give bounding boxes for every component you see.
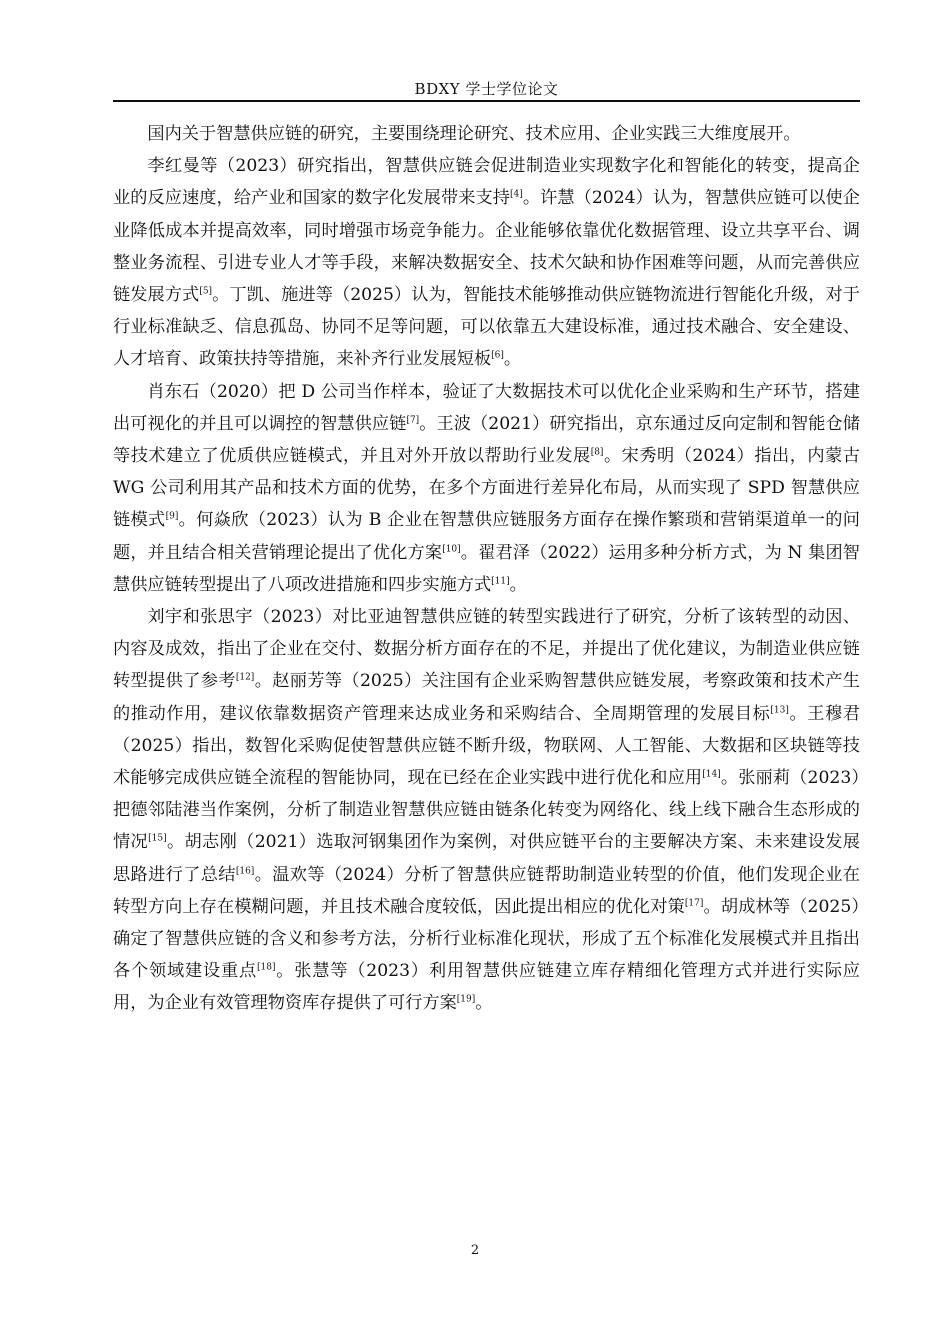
text-run: 。许慧（2024）认为，智慧供应链可以使企业降低成本并提高效率，同时增强市场竞争能力。企业能够依靠优化数据管理、设立共享平台、调整业务流程、引进专业人才等手段，来解决数据安全、技术欠缺和协作困难等问题，从而完善供应链发展方式 — [113, 188, 860, 306]
text-run: 。赵丽芳等（2025）关注国有企业采购智慧供应链发展，考察政策和技术产生的推动作用，建议依靠数据资产管理来达成业务和采购结合、全周期管理的发展目标 — [113, 671, 860, 724]
citation-ref: [6] — [491, 350, 504, 361]
text-run: 。 — [509, 574, 527, 595]
paragraph — [113, 118, 860, 150]
citation-ref: [15] — [148, 833, 167, 844]
paragraph — [113, 150, 860, 375]
text-run: 。张慧等（2023）利用智慧供应链建立库存精细化管理方式并进行实际应用，为企业有效管理物资库存提供了可行方案 — [113, 961, 860, 1014]
citation-ref: [12] — [235, 672, 255, 683]
text-run: 。 — [503, 349, 522, 370]
header-rule — [113, 100, 860, 102]
text-run: 。温欢等（2024）分析了智慧供应链帮助制造业转型的价值，他们发现企业在转型方向上存在模糊问题，并且技术融合度较低，因此提出相应的优化对策 — [113, 864, 860, 917]
citation-ref: [5] — [199, 286, 213, 297]
text-run: 。王波（2021）研究指出，京东通过反向定制和智能仓储等技术建立了优质供应链模式，并且对外开放以帮助行业发展 — [113, 413, 860, 467]
citation-ref: [18] — [257, 962, 276, 973]
text-run: 李红曼等（2023）研究指出，智慧供应链会促进制造业实现数字化和智能化的转变，提高企业的反应速度，给产业和国家的数字化发展带来支持 — [113, 156, 860, 209]
text-run: 国内关于智慧供应链的研究，主要围绕理论研究、技术应用、企业实践三大维度展开。 — [147, 124, 801, 144]
running-header: BDXY 学士学位论文 — [414, 80, 559, 98]
text-run: 。翟君泽（2022）运用多种分析方式，为 N 集团智慧供应链转型提出了八项改进措施和四步实施方式 — [113, 542, 860, 595]
citation-ref: [11] — [491, 576, 510, 587]
text-run: 。何焱欣（2023）认为 B 企业在智慧供应链服务方面存在操作繁琐和营销渠道单一的问题，并且结合相关营销理论提出了优化方案 — [113, 510, 860, 563]
text-run: 。张丽莉（2023）把德邻陆港当作案例，分析了制造业智慧供应链由链条化转变为网络化、线上线下融合生态形成的情况 — [113, 768, 860, 853]
page-number: 2 — [470, 1243, 480, 1258]
paragraph — [113, 601, 860, 1020]
text-run: 。宋秀明（2024）指出，内蒙古 WG 公司利用其产品和技术方面的优势，在多个方面进行差异化布局，从而实现了 SPD 智慧供应链模式 — [113, 446, 860, 531]
citation-ref: [13] — [770, 704, 789, 715]
citation-ref: [7] — [406, 415, 420, 426]
citation-ref: [17] — [684, 898, 704, 909]
text-run: 。王穆君（2025）指出，数智化采购促使智慧供应链不断升级，物联网、人工智能、大数据和区块链等技术能够完成供应链全流程的智能协同，现在已经在企业实践中进行优化和应用 — [113, 703, 860, 789]
citation-ref: [8] — [590, 447, 604, 458]
citation-ref: [19] — [456, 994, 476, 1005]
paragraph — [113, 376, 860, 601]
text-run: 。 — [475, 993, 493, 1014]
citation-ref: [14] — [702, 769, 721, 780]
body-text — [113, 118, 860, 1020]
text-run: 肖东石（2020）把 D 公司当作样本，验证了大数据技术可以优化企业采购和生产环节，搭建出可视化的并且可以调控的智慧供应链 — [113, 381, 860, 434]
citation-ref: [4] — [510, 189, 523, 200]
citation-ref: [16] — [235, 865, 255, 876]
text-run: 。胡成林等（2025）确定了智慧供应链的含义和参考方法，分析行业标准化现状，形成了五个标准化发展模式并且指出各个领域建设重点 — [113, 896, 860, 982]
text-run: 刘宇和张思宇（2023）对比亚迪智慧供应链的转型实践进行了研究，分析了该转型的动因、内容及成效，指出了企业在交付、数据分析方面存在的不足，并提出了优化建议，为制造业供应链转型提供了参考 — [113, 607, 860, 692]
citation-ref: [10] — [442, 543, 461, 554]
text-run: 。胡志刚（2021）选取河钢集团作为案例，对供应链平台的主要解决方案、未来建设发展思路进行了总结 — [113, 832, 860, 885]
text-run: 。丁凯、施进等（2025）认为，智能技术能够推动供应链物流进行智能化升级，对于行业标准缺乏、信息孤岛、协同不足等问题，可以依靠五大建设标准，通过技术融合、安全建设、人才培育、政策扶持等措施，来补齐行业发展短板 — [113, 285, 860, 370]
citation-ref: [9] — [165, 511, 179, 522]
